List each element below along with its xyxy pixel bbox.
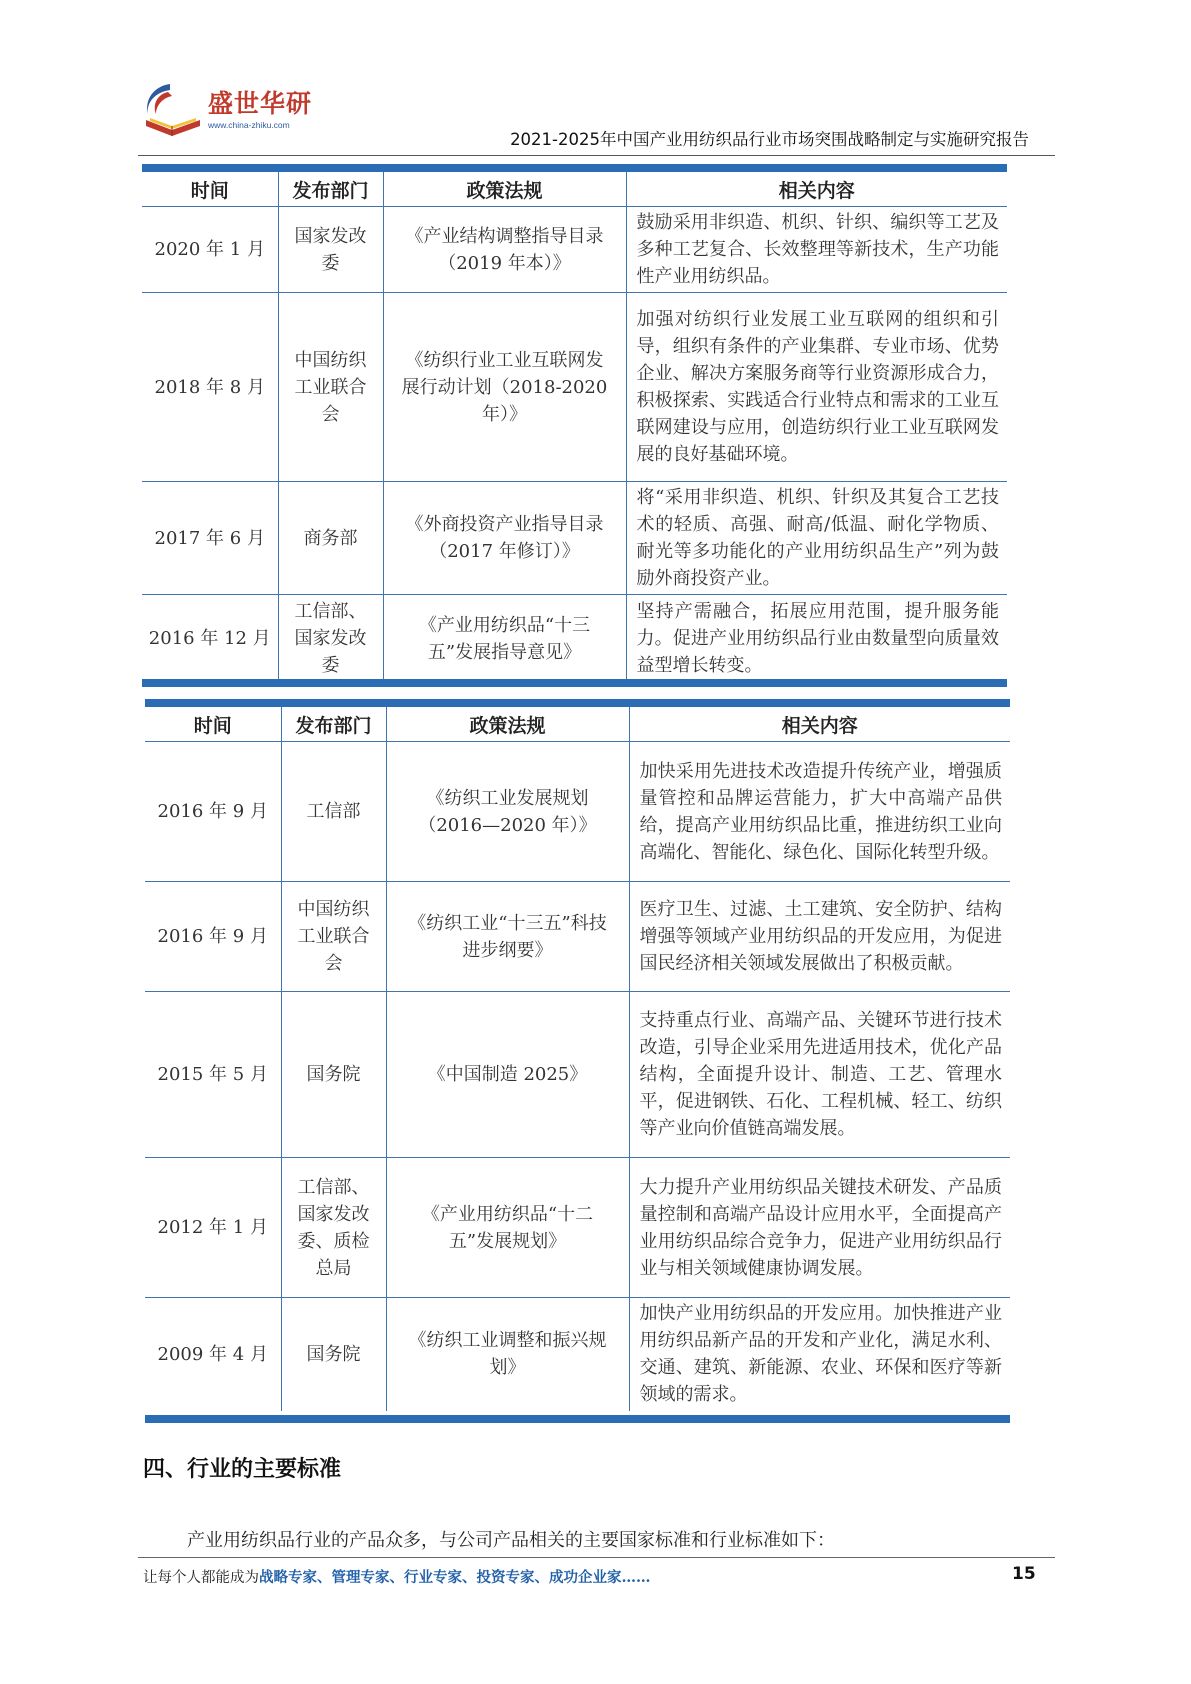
column-header-policy: 政策法规 [386,707,629,742]
cell-content: 鼓励采用非织造、机织、针织、编织等工艺及多种工艺复合、长效整理等新技术，生产功能性产业用纺织品。 [626,207,1007,293]
column-header-policy: 政策法规 [383,172,626,207]
cell-policy: 《中国制造 2025》 [386,992,629,1158]
column-header-content: 相关内容 [626,172,1007,207]
cell-department: 工信部 [281,742,386,882]
policy-table-1 [142,172,1007,683]
table-row [145,742,1010,882]
cell-policy: 《纺织工业“十三五”科技进步纲要》 [386,882,629,992]
column-header-department: 发布部门 [281,707,386,742]
slogan-lead: 让每个人都能成为 [143,1570,259,1586]
cell-policy: 《纺织工业发展规划（2016—2020 年）》 [386,742,629,882]
report-title: 2021-2025年中国产业用纺织品行业市场突围战略制定与实施研究报告 [510,130,1029,149]
cell-content: 加强对纺织行业发展工业互联网的组织和引导，组织有条件的产业集群、专业市场、优势企业、解决方案服务商等行业资源形成合力，积极探索、实践适合行业特点和需求的工业互联网建设与应用，创造纺织行业工业互联网发展的良好基础环境。 [626,293,1007,482]
cell-time: 2018 年 8 月 [142,293,278,482]
cell-policy: 《纺织行业工业互联网发展行动计划（2018-2020 年）》 [383,293,626,482]
table2-bottom-band [145,1415,1010,1423]
table-row [142,293,1007,482]
section-heading: 四、行业的主要标准 [143,1457,342,1482]
cell-department: 国务院 [281,992,386,1158]
slogan-roles: 战略专家、管理专家、行业专家、投资专家、成功企业家…… [259,1569,651,1586]
table-header-row [145,707,1010,742]
table1-top-band [142,164,1007,172]
cell-content: 医疗卫生、过滤、土工建筑、安全防护、结构增强等领域产业用纺织品的开发应用，为促进国民经济相关领域发展做出了积极贡献。 [629,882,1010,992]
table-row [145,882,1010,992]
cell-policy: 《产业用纺织品“十三五”发展指导意见》 [383,595,626,683]
cell-time: 2009 年 4 月 [145,1298,281,1411]
cell-policy: 《外商投资产业指导目录（2017 年修订）》 [383,482,626,595]
column-header-content: 相关内容 [629,707,1010,742]
cell-time: 2016 年 12 月 [142,595,278,683]
cell-department: 国家发改委 [278,207,383,293]
body-paragraph: 产业用纺织品行业的产品众多，与公司产品相关的主要国家标准和行业标准如下： [187,1530,835,1551]
cell-content: 加快产业用纺织品的开发应用。加快推进产业用纺织品新产品的开发和产业化，满足水利、交通、建筑、新能源、农业、环保和医疗等新领域的需求。 [629,1298,1010,1411]
column-header-time: 时间 [145,707,281,742]
cell-time: 2016 年 9 月 [145,882,281,992]
cell-policy: 《产业结构调整指导目录（2019 年本）》 [383,207,626,293]
cell-department: 工信部、国家发改委、质检总局 [281,1158,386,1298]
table-row [142,482,1007,595]
cell-time: 2015 年 5 月 [145,992,281,1158]
column-header-time: 时间 [142,172,278,207]
table2-top-band [145,699,1010,707]
logo-name: 盛世华研 [208,89,313,118]
company-logo [140,78,313,148]
cell-department: 中国纺织工业联合会 [281,882,386,992]
cell-time: 2016 年 9 月 [145,742,281,882]
logo-url: www.china-zhiku.com [208,120,290,130]
table-row [145,1298,1010,1411]
cell-content: 支持重点行业、高端产品、关键环节进行技术改造，引导企业采用先进适用技术，优化产品结构，全面提升设计、制造、工艺、管理水平，促进钢铁、石化、工程机械、轻工、纺织等产业向价值链高端发展。 [629,992,1010,1158]
cell-time: 2020 年 1 月 [142,207,278,293]
cell-content: 将“采用非织造、机织、针织及其复合工艺技术的轻质、高强、耐高/低温、耐化学物质、耐光等多功能化的产业用纺织品生产”列为鼓励外商投资产业。 [626,482,1007,595]
table-row [145,1158,1010,1298]
footer-divider [138,1557,1055,1558]
cell-time: 2012 年 1 月 [145,1158,281,1298]
cell-content: 坚持产需融合，拓展应用范围，提升服务能力。促进产业用纺织品行业由数量型向质量效益型增长转变。 [626,595,1007,683]
cell-department: 商务部 [278,482,383,595]
column-header-department: 发布部门 [278,172,383,207]
footer-slogan [143,1566,651,1587]
cell-policy: 《产业用纺织品“十二五”发展规划》 [386,1158,629,1298]
table-row [142,595,1007,683]
cell-department: 工信部、国家发改委 [278,595,383,683]
table-row [142,207,1007,293]
table-header-row [142,172,1007,207]
table-row [145,992,1010,1158]
cell-time: 2017 年 6 月 [142,482,278,595]
cell-policy: 《纺织工业调整和振兴规划》 [386,1298,629,1411]
cell-content: 大力提升产业用纺织品关键技术研发、产品质量控制和高端产品设计应用水平，全面提高产业用纺织品综合竞争力，促进产业用纺织品行业与相关领域健康协调发展。 [629,1158,1010,1298]
table1-bottom-band [142,679,1007,687]
policy-table-2 [145,707,1010,1411]
header-divider [138,155,1055,156]
cell-content: 加快采用先进技术改造提升传统产业，增强质量管控和品牌运营能力，扩大中高端产品供给，提高产业用纺织品比重，推进纺织工业向高端化、智能化、绿色化、国际化转型升级。 [629,742,1010,882]
cell-department: 国务院 [281,1298,386,1411]
page-number: 15 [1012,1564,1036,1584]
book-swirl-logo-icon [140,78,206,140]
cell-department: 中国纺织工业联合会 [278,293,383,482]
